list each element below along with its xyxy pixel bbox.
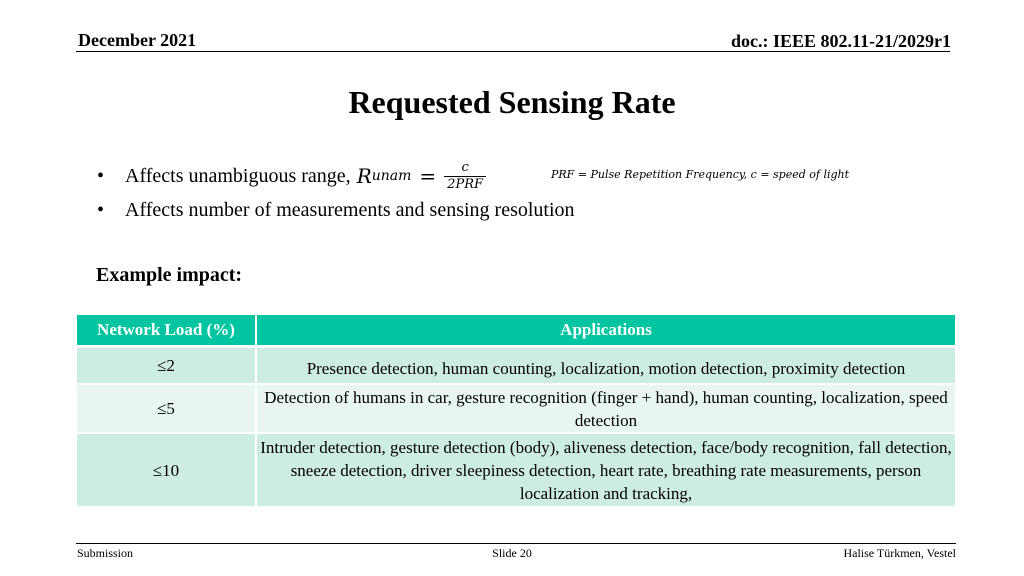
table-row	[77, 385, 955, 432]
formula-definition-note: PRF = Pulse Repetition Frequency, c = speed of light	[551, 168, 850, 181]
footer-submission: Submission	[77, 546, 134, 560]
load-cell: ≤10	[77, 434, 255, 506]
table-row	[77, 434, 955, 506]
header-doc-id: doc.: IEEE 802.11-21/2029r1	[730, 31, 951, 51]
bullet-unambiguous-range	[97, 156, 486, 196]
example-impact-label: Example impact:	[96, 264, 243, 286]
formula-lhs: R	[356, 164, 372, 188]
bullet-measurements	[97, 199, 575, 222]
slide-title: Requested Sensing Rate	[348, 84, 676, 120]
formula-denominator: 2PRF	[444, 176, 486, 193]
load-cell: ≤5	[77, 385, 255, 432]
bullet-marker: •	[97, 199, 105, 221]
footer-slide-number: Slide 20	[492, 546, 532, 560]
table-row	[77, 348, 955, 383]
header-divider	[76, 51, 950, 52]
footer-divider	[76, 543, 956, 544]
range-formula	[357, 160, 486, 193]
bullet-text: Affects unambiguous range,	[125, 164, 351, 187]
formula-lhs-subscript: unam	[371, 168, 412, 184]
formula-fraction	[444, 160, 486, 193]
load-cell: ≤2	[77, 348, 255, 383]
header-network-load: Network Load (%)	[77, 315, 255, 345]
applications-cell: Intruder detection, gesture detection (body), aliveness detection, face/body recognition, fall detection, sneeze detection, driver sleepiness detection, heart rate, breathing rate measurements, person localization and tracking,	[257, 434, 955, 506]
header-applications: Applications	[257, 315, 955, 345]
formula-numerator: c	[461, 159, 469, 175]
applications-cell: Detection of humans in car, gesture recognition (finger + hand), human counting, localization, speed detection	[257, 385, 955, 432]
bullet-text: Affects number of measurements and sensing resolution	[125, 199, 575, 221]
table-header-row	[77, 315, 955, 345]
header-date: December 2021	[78, 30, 197, 50]
formula-equals: =	[419, 164, 437, 188]
applications-cell: Presence detection, human counting, localization, motion detection, proximity detection	[257, 348, 955, 383]
footer-author: Halise Türkmen, Vestel	[843, 546, 956, 560]
impact-table	[77, 315, 955, 506]
bullet-marker: •	[97, 164, 105, 187]
